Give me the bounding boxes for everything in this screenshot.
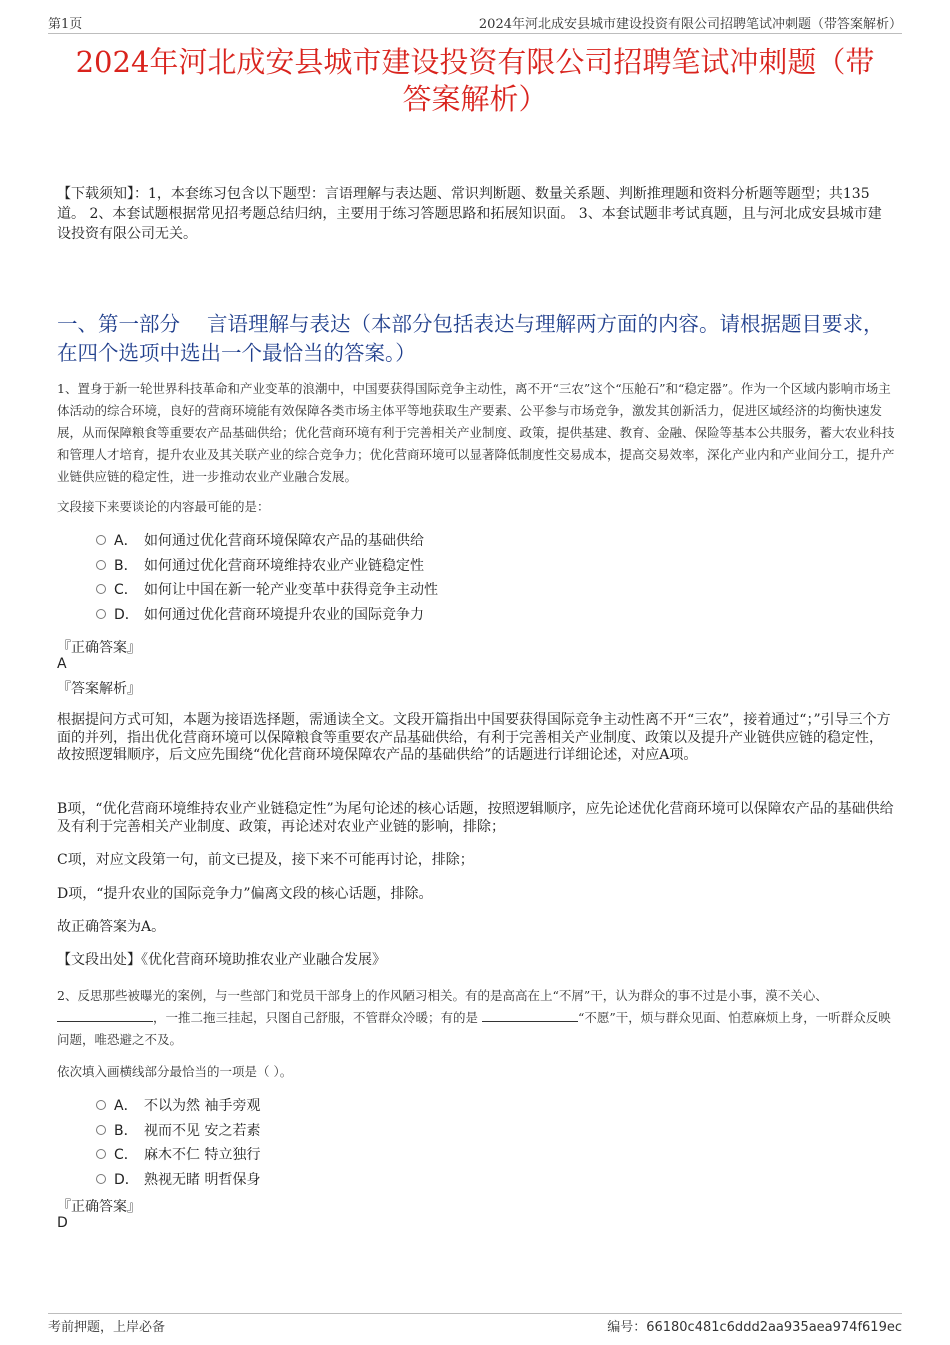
question-1-option-d[interactable]: D． 如何通过优化营商环境提升农业的国际竞争力 — [96, 603, 438, 628]
question-2-option-b[interactable]: B． 视而不见 安之若素 — [96, 1119, 260, 1144]
question-2-prompt: 依次填入画横线部分最恰当的一项是（ ）。 — [57, 1064, 293, 1079]
radio-icon[interactable] — [96, 535, 106, 545]
section-heading: 一、第一部分 言语理解与表达（本部分包括表达与理解两方面的内容。请根据题目要求，在四个选项中选出一个最恰当的答案。） — [57, 312, 884, 365]
fill-blank-2 — [482, 1009, 578, 1022]
radio-icon[interactable] — [96, 560, 106, 570]
question-1-source: 【文段出处】《优化营商环境助推农业产业融合发展》 — [57, 952, 386, 968]
footer-slogan: 考前押题，上岸必备 — [48, 1320, 166, 1335]
question-1-analysis-para: D项，“提升农业的国际竞争力”偏离文段的核心话题，排除。 — [57, 886, 433, 902]
page-footer — [48, 1313, 902, 1336]
correct-answer-label: 『正确答案』 — [57, 640, 141, 656]
question-1-answer: A — [57, 656, 67, 672]
document-code: 编号：66180c481c6ddd2aa935aea974f619ec — [607, 1320, 902, 1335]
question-1-analysis-para: B项，“优化营商环境维持农业产业链稳定性”为尾句论述的核心话题，按照逻辑顺序，应先论述优化营商环境可以保障农产品的基础供给及有利于完善相关产业制度、政策，再论述对农业产业链的影响，排除； — [57, 801, 894, 835]
correct-answer-label: 『正确答案』 — [57, 1199, 141, 1215]
page-header — [48, 13, 902, 34]
question-1-conclusion: 故正确答案为A。 — [57, 919, 166, 935]
page-title — [30, 44, 920, 118]
answer-analysis-label: 『答案解析』 — [57, 681, 141, 697]
question-2-option-d[interactable]: D． 熟视无睹 明哲保身 — [96, 1168, 260, 1193]
question-1-analysis-para: 根据提问方式可知，本题为接语选择题，需通读全文。文段开篇指出中国要获得国际竞争主动性离不开“三农”，接着通过“；”引导三个方面的并列，指出优化营商环境可以保障粮食等重要农产品基础供给，有利于完善相关产业制度、政策以及提升产业链供应链的稳定性，故按照逻辑顺序，后文应先围绕“优化营商环境保障农产品的基础供给”的话题进行详细论述，对应A项。 — [57, 712, 891, 763]
question-1-prompt: 文段接下来要谈论的内容最可能的是： — [57, 499, 270, 514]
download-notice: 【下载须知】：1，本套练习包含以下题型：言语理解与表达题、常识判断题、数量关系题、判断推理题和资料分析题等题型；共135道。 2、本套试题根据常见招考题总结归纳，主要用于练习答题思路和拓展知识面。 3、本套试题非考试真题，且与河北成安县城市建设投资有限公司无关。 — [57, 186, 882, 242]
question-2-answer: D — [57, 1215, 68, 1231]
radio-icon[interactable] — [96, 584, 106, 594]
question-1-option-a[interactable]: A． 如何通过优化营商环境保障农产品的基础供给 — [96, 529, 438, 554]
radio-icon[interactable] — [96, 1149, 106, 1159]
page-title-line2: 答案解析） — [402, 82, 548, 116]
fill-blank-1 — [57, 1009, 153, 1022]
question-2-option-a[interactable]: A． 不以为然 袖手旁观 — [96, 1094, 260, 1119]
question-1-analysis-para: C项，对应文段第一句，前文已提及，接下来不可能再讨论，排除； — [57, 852, 474, 868]
page-title-line1: 2024年河北成安县城市建设投资有限公司招聘笔试冲刺题（带 — [75, 45, 875, 79]
radio-icon[interactable] — [96, 1125, 106, 1135]
question-1-options — [96, 529, 438, 627]
header-doc-title: 2024年河北成安县城市建设投资有限公司招聘笔试冲刺题（带答案解析） — [478, 17, 902, 32]
question-1-option-b[interactable]: B． 如何通过优化营商环境维持农业产业链稳定性 — [96, 554, 438, 579]
page-number: 第1页 — [48, 17, 83, 32]
question-1-text: 1、置身于新一轮世界科技革命和产业变革的浪潮中，中国要获得国际竞争主动性，离不开“三农”这个“压舱石”和“稳定器”。作为一个区域内影响市场主体活动的综合环境，良好的营商环境能有效保障各类市场主体平等地获取生产要素、公平参与市场竞争，激发其创新活力，促进区域经济的均衡快速发展，从而保障粮食等重要农产品基础供给；优化营商环境有利于完善相关产业制度、政策，提供基建、教育、金融、保险等基本公共服务，蓄大农业科技和管理人才培育，提升农业及其关联产业的综合竞争力；优化营商环境可以显著降低制度性交易成本，提高交易效率，深化产业内和产业间分工，提升产业链供应链的稳定性，进一步推动农业产业融合发展。 — [57, 381, 895, 484]
question-2-text: 2、反思那些被曝光的案例，与一些部门和党员干部身上的作风陋习相关。有的是高高在上“不屑”干，认为群众的事不过是小事，漠不关心、，一推二拖三挂起，只图自己舒服，不管群众冷暖；有的是 “不愿”干，烦与群众见面、怕惹麻烦上身，一听群众反映问题，唯恐避之不及。 — [57, 988, 891, 1047]
radio-icon[interactable] — [96, 1174, 106, 1184]
radio-icon[interactable] — [96, 1100, 106, 1110]
question-2-options — [96, 1094, 260, 1192]
radio-icon[interactable] — [96, 609, 106, 619]
question-2-option-c[interactable]: C． 麻木不仁 特立独行 — [96, 1143, 260, 1168]
question-1-option-c[interactable]: C． 如何让中国在新一轮产业变革中获得竞争主动性 — [96, 578, 438, 603]
